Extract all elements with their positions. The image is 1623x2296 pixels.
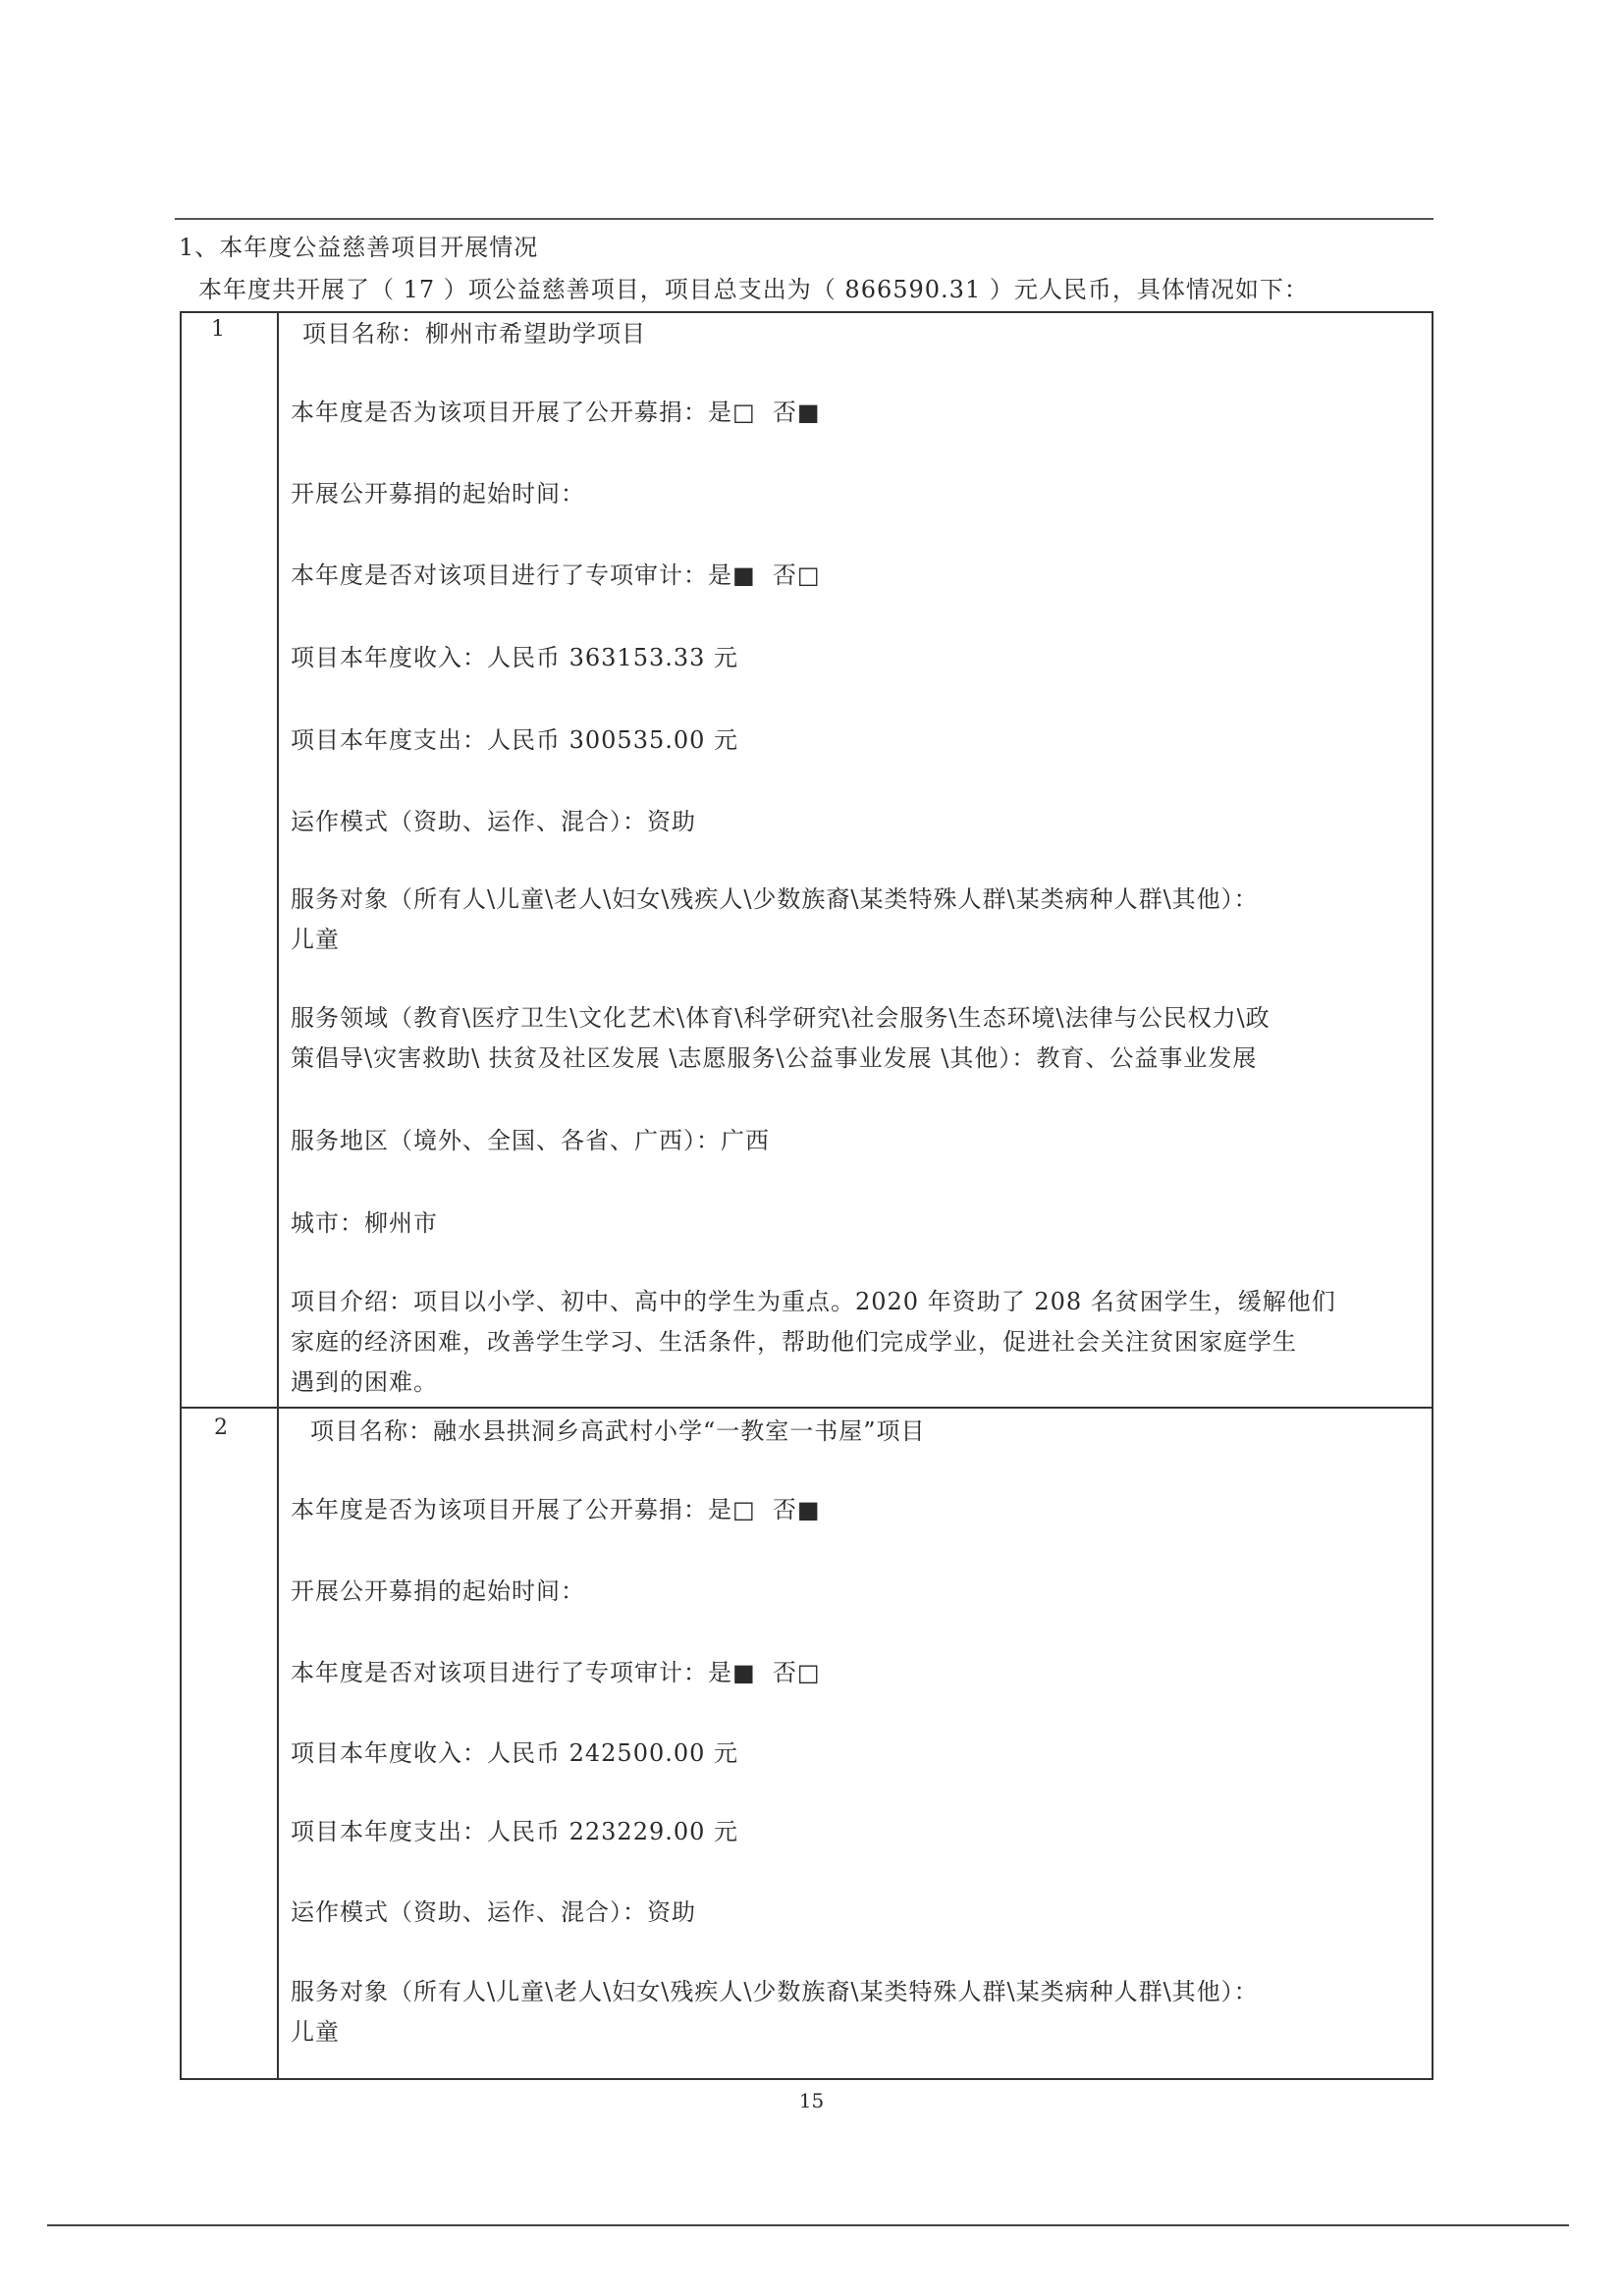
public-fundraising: 本年度是否为该项目开展了公开募捐：是□ 否■ [291,399,821,426]
project-name: 项目名称：柳州市希望助学项目 [302,320,646,347]
special-audit: 本年度是否对该项目进行了专项审计：是■ 否□ [291,561,821,589]
service-fields-cont: 策倡导\灾害救助\ 扶贫及社区发展 \志愿服务\公益事业发展 \其他）：教育、公益事业发展 [291,1044,1258,1072]
project-name: 项目名称：融水县拱洞乡高武村小学“一教室一书屋”项目 [310,1417,926,1445]
project-expense: 项目本年度支出：人民币 223229.00 元 [291,1818,739,1845]
project-intro: 项目介绍：项目以小学、初中、高中的学生为重点。2020 年资助了 208 名贫困学生，缓解他们 [291,1288,1336,1315]
page-number: 15 [798,2089,825,2112]
project-expense: 项目本年度支出：人民币 300535.00 元 [291,726,739,754]
row-divider [180,1407,1434,1409]
bottom-rule [47,2224,1569,2226]
project-intro-line2: 家庭的经济困难，改善学生学习、生活条件，帮助他们完成学业，促进社会关注贫困家庭学生 [291,1328,1297,1356]
project-income: 项目本年度收入：人民币 242500.00 元 [291,1739,739,1767]
service-fields: 服务领域（教育\医疗卫生\文化艺术\体育\科学研究\社会服务\生态环境\法律与公民权力\政 [291,1004,1271,1032]
special-audit: 本年度是否对该项目进行了专项审计：是■ 否□ [291,1659,821,1686]
project-index: 1 [211,317,225,342]
fundraising-start-time: 开展公开募捐的起始时间： [291,1577,585,1605]
operation-mode: 运作模式（资助、运作、混合）：资助 [291,1898,696,1926]
top-rule [175,218,1434,220]
section-heading: 1、本年度公益慈善项目开展情况 [179,234,539,261]
service-targets-value: 儿童 [291,2018,340,2046]
service-targets: 服务对象（所有人\儿童\老人\妇女\残疾人\少数族裔\某类特殊人群\某类病种人群\其他）： [291,885,1259,913]
city: 城市：柳州市 [291,1209,438,1237]
project-intro-line3: 遇到的困难。 [291,1368,438,1396]
fundraising-start-time: 开展公开募捐的起始时间： [291,480,585,507]
project-income: 项目本年度收入：人民币 363153.33 元 [291,644,739,671]
projects-summary: 本年度共开展了（ 17 ）项公益慈善项目，项目总支出为（ 866590.31 ）元人民币，具体情况如下： [198,276,1309,303]
project-index: 2 [214,1415,228,1440]
index-column-divider [277,311,279,2080]
service-region: 服务地区（境外、全国、各省、广西）：广西 [291,1127,770,1154]
service-targets: 服务对象（所有人\儿童\老人\妇女\残疾人\少数族裔\某类特殊人群\某类病种人群\其他）： [291,1978,1259,2005]
service-targets-value: 儿童 [291,926,340,953]
public-fundraising: 本年度是否为该项目开展了公开募捐：是□ 否■ [291,1496,821,1523]
operation-mode: 运作模式（资助、运作、混合）：资助 [291,808,696,835]
